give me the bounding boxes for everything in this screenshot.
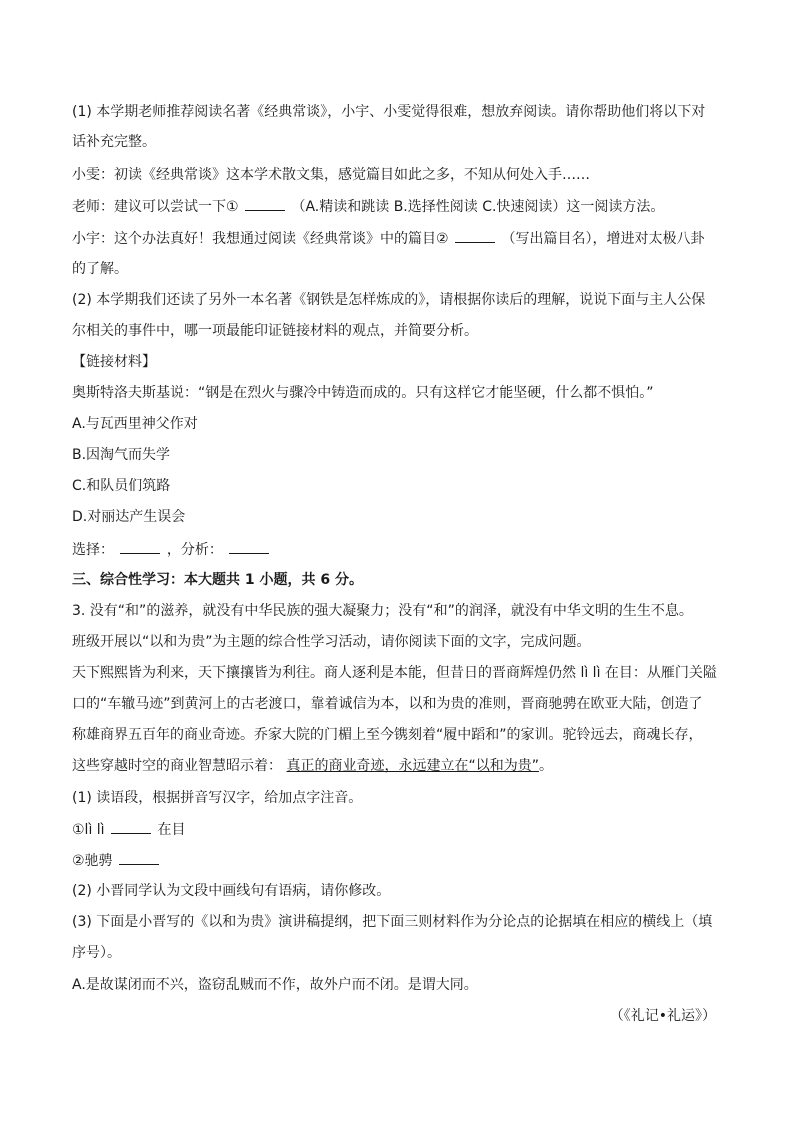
- q3-material-a: A.是故谋闭而不兴，盗窃乱贼而不作，故外户而不闭。是谓大同。: [72, 977, 478, 993]
- answer-line: [72, 539, 271, 560]
- q2-part2-line2: 尔相关的事件中，哪一项最能印证链接材料的观点，并简要分析。: [72, 323, 478, 339]
- teacher-text-post: （A.精读和跳读 B.选择性阅读 C.快速阅读）这一阅读方法。: [291, 199, 665, 215]
- option-d: D.对丽达产生误会: [72, 509, 186, 525]
- q3-passage-line3: 称雄商界五百年的商业奇迹。乔家大院的门楣上至今镌刻着“履中蹈和”的家训。驼铃远去，商魂长存，: [72, 727, 703, 743]
- q3-paragraph-1: 3. 没有“和”的滋养，就没有中华民族的强大凝聚力；没有“和”的润泽，就没有中华文明的生生不息。: [72, 603, 693, 619]
- option-b: B.因淘气而失学: [72, 447, 171, 463]
- q3-sub1: (1) 读语段，根据拼音写汉字，给加点字注音。: [72, 790, 363, 806]
- q3-sub3-line1: (3) 下面是小晋写的《以和为贵》演讲稿提纲，把下面三则材料作为分论点的论据填在相应的横线上（填: [72, 914, 713, 930]
- analysis-blank[interactable]: [229, 539, 269, 554]
- q2-part1-intro-line1: (1) 本学期老师推荐阅读名著《经典常谈》，小宇、小雯觉得很难，想放弃阅读。请你帮助他们将以下对: [72, 104, 706, 120]
- sub1-a-pre: ①lì lì: [72, 822, 105, 838]
- sub1-b-pre: ②驰骋: [72, 853, 113, 869]
- choice-blank[interactable]: [120, 539, 160, 554]
- answer-blank-1[interactable]: [245, 196, 285, 211]
- option-a: A.与瓦西里神父作对: [72, 416, 198, 432]
- sub1-a-blank[interactable]: [111, 819, 151, 834]
- q3-passage-line1: 天下熙熙皆为利来，天下攘攘皆为利往。商人逐利是本能，但昔日的晋商辉煌仍然 lì lì 在目：从雁门关隘: [72, 665, 717, 681]
- q3-sub3-line2: 序号）。: [72, 945, 121, 961]
- dialog-xiaowen: 小雯：初读《经典常谈》这本学术散文集，感觉篇目如此之多，不知从何处入手……: [72, 167, 590, 183]
- q3-passage-line2: 口的“车辙马迹”到黄河上的古老渡口，靠着诚信为本，以和为贵的准则，晋商驰骋在欧亚大陆，创造了: [72, 696, 703, 712]
- answer-blank-2[interactable]: [455, 228, 495, 243]
- section3-heading: [72, 570, 363, 590]
- sub1-a-post: 在目: [157, 822, 186, 838]
- underlined-sentence: 真正的商业奇迹，永远建立在“以和为贵”: [286, 758, 539, 774]
- section3-title-a: 三、综合性学习：: [72, 572, 184, 588]
- q2-part2-line1: (2) 本学期我们还读了另外一本名著《钢铁是怎样炼成的》，请根据你读后的理解，说说下面与主人公保: [72, 292, 706, 308]
- option-c: C.和队员们筑路: [72, 478, 171, 494]
- q2-part1-intro-line2: 话补充完整。: [72, 134, 156, 150]
- analysis-label: ，分析：: [166, 542, 223, 558]
- q3-passage-line4: [72, 756, 553, 776]
- sub1-b-blank[interactable]: [119, 850, 159, 865]
- dialog-teacher: [72, 196, 664, 217]
- q3-source: （《礼记•礼运》）: [609, 1008, 716, 1024]
- teacher-text-pre: 老师：建议可以尝试一下①: [72, 199, 239, 215]
- passage4-pre: 这些穿越时空的商业智慧昭示着：: [72, 758, 282, 774]
- dialog-xiaoyu: [72, 228, 704, 249]
- material-heading: 【链接材料】: [72, 354, 156, 370]
- section3-title-b: 本大题共 1 小题，共 6 分。: [184, 572, 363, 588]
- xiaoyu-text-pre: 小宇：这个办法真好！我想通过阅读《经典常谈》中的篇目②: [72, 231, 449, 247]
- q3-sub1-b: [72, 850, 161, 871]
- material-quote: 奥斯特洛夫斯基说：“钢是在烈火与骤冷中铸造而成的。只有这样它才能坚硬，什么都不惧怕。”: [72, 385, 654, 401]
- choice-label: 选择：: [72, 542, 114, 558]
- xiaoyu-text-post: （写出篇目名），增进对太极八卦: [501, 231, 705, 247]
- dialog-xiaoyu-line2: 的了解。: [72, 261, 128, 277]
- q3-paragraph-2: 班级开展以“以和为贵”为主题的综合性学习活动，请你阅读下面的文字，完成问题。: [72, 634, 591, 650]
- passage4-post: 。: [538, 758, 553, 774]
- q3-sub2: (2) 小晋同学认为文段中画线句有语病，请你修改。: [72, 883, 391, 899]
- q3-sub1-a: [72, 819, 185, 840]
